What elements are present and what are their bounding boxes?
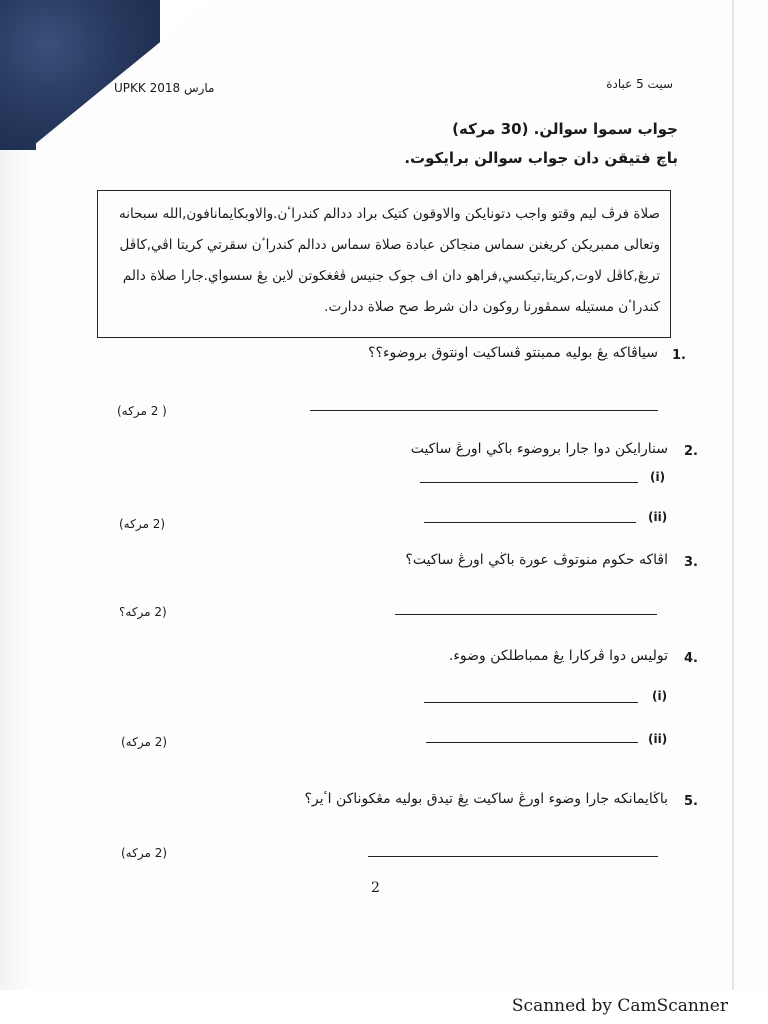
question-text: سياڤاكه يڠ بوليه ممبنتو ڤساكيت اونتوق بروضوء؟؟ bbox=[368, 345, 658, 361]
sub-item-label: (i) bbox=[652, 689, 668, 703]
answer-line[interactable] bbox=[426, 742, 638, 743]
sub-item-label: (ii) bbox=[648, 732, 668, 746]
answer-line[interactable] bbox=[395, 614, 657, 615]
sub-item-label: (i) bbox=[650, 470, 666, 484]
question-number: 5. bbox=[684, 794, 698, 809]
question-text: اڤاكه حكوم منوتوڤ عورة باڬي اورڠ ساكيت؟ bbox=[405, 552, 668, 568]
mark-label: (2 مركه) bbox=[121, 735, 168, 749]
scanner-watermark: Scanned by CamScanner bbox=[511, 996, 728, 1016]
question-number: 4. bbox=[684, 651, 698, 666]
answer-line[interactable] bbox=[420, 482, 638, 483]
question-text: باڬايمانكه جارا وضوء اورڠ ساكيت يڠ تيدق بوليه مڠكوناكن اٴير؟ bbox=[304, 791, 668, 807]
page-number: 2 bbox=[371, 880, 380, 896]
paper-edge bbox=[732, 0, 734, 1024]
passage-line: تربڠ,كاڤل لاوت,كريتا,تيكسي,فراهو دان اف جوک جنيس ڤڠغكوتن لاين يڠ سسواي.جارا صلاة دالم bbox=[122, 268, 660, 284]
header-right-label: سيت 5 عبادة bbox=[606, 77, 673, 91]
question-number: 3. bbox=[684, 555, 698, 570]
answer-line[interactable] bbox=[368, 856, 658, 857]
question-number: 2. bbox=[684, 444, 698, 459]
instruction-subheading: باچ فتيقن دان جواب سوالن برايكوت. bbox=[404, 149, 678, 167]
answer-line[interactable] bbox=[424, 702, 638, 703]
sub-item-label: (ii) bbox=[648, 510, 668, 524]
passage-line: وتعالى ممبريكن كريغنن سماس منجاكن عبادة صلاة سماس ددالم كندراٴن سقرتي كريتا اڤي,كاڤل bbox=[119, 237, 660, 253]
answer-line[interactable] bbox=[424, 522, 636, 523]
question-text: سنارايكن دوا جارا بروضوء باڬي اورڠ ساكيت bbox=[410, 441, 668, 457]
mark-label: ( 2 مركه) bbox=[117, 404, 167, 418]
header-left-label: UPKK 2018 مارس bbox=[114, 81, 215, 95]
passage-line: صلاة فرڤ ليم وقتو واجب دتونايكن والاوقون كتيک براد ددالم كندراٴن.والاوبكايمانافون,الله سبحانه bbox=[119, 206, 660, 222]
answer-line[interactable] bbox=[310, 410, 658, 411]
instruction-heading: جواب سموا سوالن. (30 مركه) bbox=[452, 120, 678, 138]
passage-box bbox=[97, 190, 671, 338]
passage-line: كندراٴن مستيله سمڤورنا روكون دان شرط صح صلاة ددارت. bbox=[324, 299, 660, 315]
background-margin bbox=[0, 150, 36, 1024]
mark-label: (2 مركه) bbox=[121, 846, 168, 860]
question-text: توليس دوا ڤركارا يڠ ممباطلكن وضوء. bbox=[448, 648, 668, 664]
mark-label: (2 مركه) bbox=[119, 517, 166, 531]
mark-label: (2 مركه؟ bbox=[119, 605, 167, 619]
question-number: 1. bbox=[672, 348, 686, 363]
